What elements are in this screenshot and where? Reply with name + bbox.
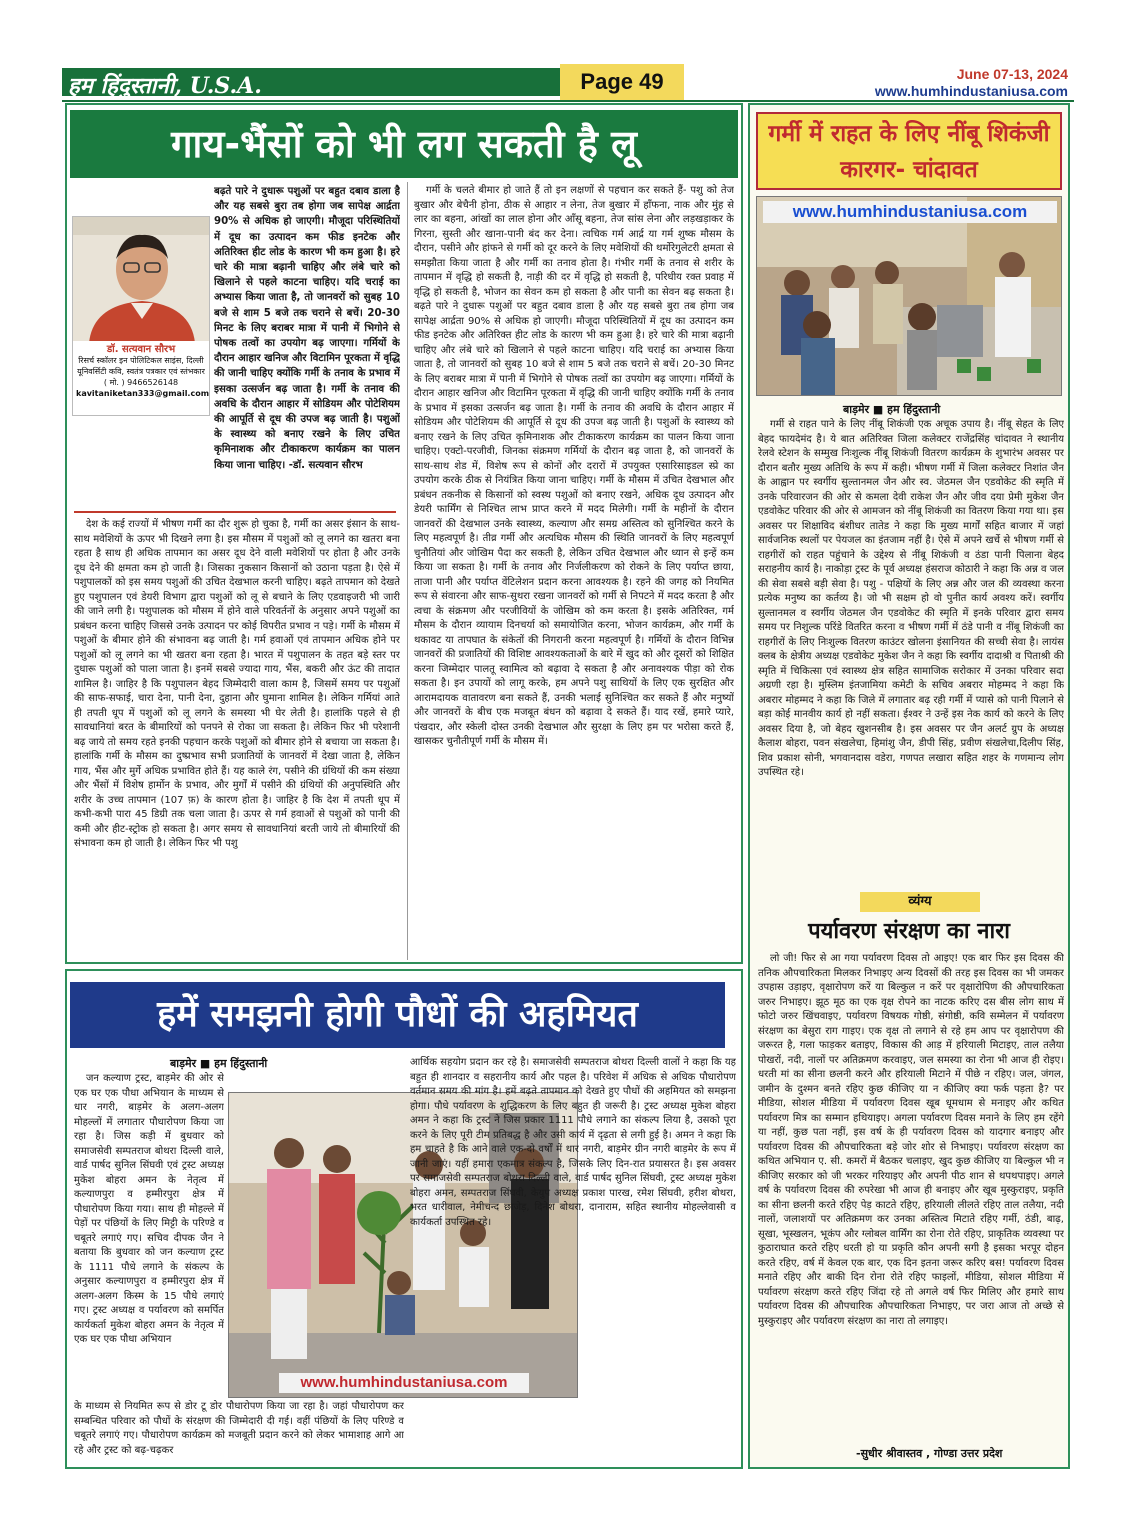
headline-environment: पर्यावरण संरक्षण का नारा (808, 919, 1010, 944)
issue-date: June 07-13, 2024 (956, 66, 1068, 82)
author-email[interactable]: kavitaniketan333@gmail.com (76, 389, 210, 398)
intro-text (214, 184, 400, 504)
article4-col2-text: आर्थिक सहयोग प्रदान कर रहे है। समाजसेवी सम्पतराज बोथरा दिल्ली वालों ने कहा कि यह बहुत ही शानदार व सहरानीय कार्य और पहल है। परिवेश में अधिक से अधिक पौधारोपण वर्तमान समय की मांग है। हमें बढ़ते तापमान को देखते हुए पौधों की अहमियत को समझना होगा। पौधे पर्यावरण के शुद्धिकरण के लिए बहुत ही जरूरी है। ट्रस्ट अध्यक्ष मुकेश बोहरा अमन ने कहा कि ट्रस्ट ने जिस प्रकार 1111 पौधे लगाने का संकल्प लिया है, उसको पूरा करने के लिए पूरी टीम प्रतिबद्ध है और उसी कार्य में दृढ़ता से लगी हुई है। अमन ने कहा कि हम चाहते है कि आने वाले एक-दो वर्षों में थार नगरी, बाड़मेर ग्रीन नगरी बाड़मेर के रूप में जानी जाएं। यहीं हमारा एकमात्र संकल्प है, जिसके लिए दिन-रात प्रयासरत है। इस अवसर पर समाजसेवी सम्पतराज बोथरा दिल्ली वाले, वार्ड पार्षद सुनिल सिंघवी, ट्रस्ट अध्यक्ष मुकेश बोहरा अमन, सम्पतराज सिंघवी, केयुप अध्यक्ष प्रकाश पारख, रमेश सिंघवी, हरीश बोथरा, भरत धारीवाल, नेमीचन्द छाजेड़, दिनेश बोथरा, दानाराम, सहित स्थानीय मोहल्लेवासी व कार्यकर्ता उपस्थित रहे। (410, 1057, 736, 1228)
intro-text-body: बढ़ते पारे ने दुधारू पशुओं पर बहुत दबाव डाला है और यह सबसे बुरा तब होगा जब सापेक्ष आर्द्रता 90% से अधिक हो जाएगी। मौजूदा परिस्थितियों में दूध का उत्पादन कम फीड इनटेक और अतिरिक्त हीट लोड के कारण भी कम हुआ है। हरे चारे की मात्रा बढ़ानी चाहिए और लंबे चारे को खिलाने से पहले काटना चाहिए। यदि चराई का अभ्यास किया जाता है, तो जानवरों को सुबह 10 बजे से शाम 5 बजे तक चराने से बचें। 20-30 मिनट के लिए बराबर मात्रा में पानी में भिगोने से पोषक तत्वों का उपयोग बढ़ जाएगा। गर्मियों के दौरान आहार खनिज और विटामिन पूरकता में वृद्धि की जानी चाहिए क्योंकि गर्मी के तनाव के प्रभाव में इसका उत्सर्जन बढ़ जाता है। गर्मी के तनाव की अवधि के दौरान आहार में सोडियम और पोटेशियम की आपूर्ति से दूध की उपज बढ़ जाती है। पशुओं के स्वास्थ्य को बनाए रखने के लिए उचित कृमिनाशक और टीकाकरण कार्यक्रम का पालन किया जाना चाहिए। -डॉ. सत्यवान सौरभ (214, 186, 400, 471)
article1-col2-text: गर्मी के चलते बीमार हो जाते हैं तो इन लक्षणों से पहचान कर सकते हैं- पशु को तेज बुखार और बेचैनी होना, ठीक से आहार न लेना, तेज बुखार में हाँफना, नाक और मुंह से लार का बहना, आंखों का लाल होना और आँसू बहना, तेज सांस लेना और लड़खड़ाकर के गिरना, सुस्ती और खाना-पानी बंद कर देना। त्वचिक गर्म आर्द्र या गर्म शुष्क मौसम के दौरान, पसीने और हांफने से गर्मी को दूर करने के लिए मवेशियों की थर्मोरेगुलेटरी क्षमता से समझौता किया जाता है और गर्मी का तनाव होता है। गंभीर गर्मी के तनाव से शरीर के तापमान में वृद्धि हो सकती है, नाड़ी की दर में वृद्धि हो सकती है, परिधीय रक्त प्रवाह में वृद्धि हो सकती है, भोजन का सेवन कम हो सकता है और पानी का सेवन बढ़ सकता है। बढ़ते पारे ने दुधारू पशुओं पर बहुत दबाव डाला है और यह सबसे बुरा तब होगा जब सापेक्ष आर्द्रता 90% से अधिक हो जाएगी। मौजूदा परिस्थितियों में दूध का उत्पादन कम फीड इनटेक और अतिरिक्त हीट लोड के कारण भी कम हुआ है। हरे चारे की मात्रा बढ़ानी चाहिए और लंबे चारे को खिलाने से पहले काटना चाहिए। यदि चराई का अभ्यास किया जाता है, तो जानवरों को सुबह 10 बजे से शाम 5 बजे तक चराने से बचें। 20-30 मिनट के लिए बराबर मात्रा में पानी में भिगोने से पोषक तत्वों का उपयोग बढ़ जाएगा। गर्मियों के दौरान आहार खनिज और विटामिन पूरकता में वृद्धि की जानी चाहिए क्योंकि गर्मी के तनाव के प्रभाव में इसका उत्सर्जन बढ़ जाता है। गर्मी के तनाव की अवधि के दौरान आहार में सोडियम और पोटेशियम की आपूर्ति से दूध की उपज बढ़ जाती है। पशुओं के स्वास्थ्य को बनाए रखने के लिए उचित कृमिनाशक और टीकाकरण कार्यक्रम का पालन किया जाना चाहिए। एक्टो-परजीवी, जिनका संक्रमण गर्मियों के दौरान बढ़ जाता है, को जानवरों के साथ-साथ शेड में, विशेष रूप से कोनों और दरारों में उपयुक्त एसारिसाइडल स्प्रे का उपयोग करके ठीक से नियंत्रित किया जाना चाहिए। गर्मी के मौसम में उचित देखभाल और प्रबंधन तकनीक से किसानों को स्वस्थ पशुओं को बनाए रखने, अधिक दूध उत्पादन और डेयरी फार्मिंग से निश्चित लाभ प्राप्त करने में मदद मिलेगी। गर्मी के महीनों के दौरान जानवरों की देखभाल उनके स्वास्थ्य, कल्याण और समग्र अस्तित्व को सुनिश्चित करने के लिए महत्वपूर्ण है। तीव्र गर्मी और अत्यधिक मौसम की स्थिति जानवरों के लिए महत्वपूर्ण चुनौतियां और जोखिम पैदा कर सकती है, लेकिन उचित देखभाल और ध्यान से इन्हें कम किया जा सकता है। गर्मी के तनाव और निर्जलीकरण को रोकने के लिए पर्याप्त छाया, ताजा पानी और पर्याप्त वेंटिलेशन प्रदान करना आवश्यक है। रहने की जगह को नियमित रूप से संवारना और साफ-सुथरा रखना जानवरों को गर्मी से निपटने में मदद करता है और त्वचा के संक्रमण और परजीवियों के जोखिम को कम करता है। इसके अतिरिक्त, गर्म मौसम के दौरान व्यायाम दिनचर्या को समायोजित करना, भोजन कार्यक्रम, और गर्मी के थकावट या तापघात के संकेतों की निगरानी करना महत्वपूर्ण है। गर्मियों के दौरान विभिन्न जानवरों की प्रजातियों की विशिष्ट आवश्यकताओं के बारे में खुद को और दूसरों को शिक्षित करना जिम्मेदार पालतू स्वामित्व को बढ़ावा दे सकता है और अनावश्यक पीड़ा को रोक सकता है। इन उपायों को लागू करके, हम अपने पशु साथियों के लिए एक सुरक्षित और आरामदायक वातावरण बना सकते हैं, उनकी भलाई सुनिश्चित कर सकते हैं और मनुष्यों और जानवरों के बीच एक मजबूत बंधन को बढ़ावा दे सकते हैं। याद रखें, हमारे प्यारे, पंखदार, और स्केली दोस्त उनकी देखभाल और सुरक्षा के लिए हम पर भरोसा करते हैं, खासकर चुनौतीपूर्ण गर्मी के मौसम में। (414, 185, 734, 747)
article2-body (758, 418, 1064, 890)
headline-cattle-heat: गाय-भैंसों को भी लग सकती है लू (70, 110, 738, 178)
article3-body-text: लो जी! फिर से आ गया पर्यावरण दिवस तो आइए! एक बार फिर इस दिवस की तनिक औपचारिकता मिलकर निभाइए अन्य दिवसों की तरह इस दिवस का भी जमकर उपहास उड़ाइए, वृक्षारोपण करें या बिल्कुल न करें पर वृक्षारोपिण की औपचारिकता जरुर निभाइए। झूठ मूठ का एक वृक्ष रोपने का नाटक करिए दस बीस लोग साथ में फोटो जरुर खिंचवाइए, पर्यावरण विषयक गोष्ठी, संगोष्ठी, कवि सम्मेलन में पर्यावरण संरक्षण का बेसुरा राग गाइए। एक वृक्ष तो लगाने से रहे हम आप पर वृक्षारोपण की जरूरत है, गला फाड़कर बताइए, विकास की आड़ में हरियाली मिटाइए, ताल तलैया पोखरों, नदी, नालों पर अतिक्रमण करवाइए, जल समस्या का रोना भी आज ही रोइए। धरती मां का सीना छलनी करने और हरियाली मिटाने में पीछे न रहिए। जल, जंगल, जमीन के दुश्मन बनते रहिए कुछ कीजिए या न कीजिए क्या फर्क पड़ता है? पर मीडिया, सोशल मीडिया में पर्यावरण दिवस खूब धूमधाम से मनाइए और कथित पर्यावरण मित्र का सम्मान हथियाइए। अगला पर्यावरण दिवस मनाने के लिए हम रहेंगे या नहीं, कुछ पता नहीं, इस वर्ष के ही पर्यावरण दिवस को यादगार बनाइए और पर्यावरण दिवस की औपचारिकता बड़े जोर शोर से निभाइए। पर्यावरण संरक्षण का कथित अभियान ए. सी. कमरों में बैठकर चलाइए, खुद कुछ कीजिए या बिल्कुल भी न कीजिए सरकार को जी भरकर गरियाइए और अपनी पीठ शान से थपथपाइए। अगले वर्ष के पर्यावरण दिवस की रुपरेखा भी आज ही बनाइए और खूब मुस्कुराइए, प्रकृति का सीना छलनी करते रहिए पेड़ काटते रहिए, हरियाली लीलते रहिए ताल तलैया, नदी नालों, जलाशयों पर अतिक्रमण कर उनका अस्तित्व मिटाते रहिए गर्मी, ठंडी, बाढ़, सूखा, भूस्खलन, भूकंप और ग्लोबल वार्मिंग का रोना रोते रहिए, प्राकृतिक व्यवस्था पर कुठाराघात करते रहिए धरती हो या प्रकृति कौन अपनी सगी है इसका भरपूर दोहन करते रहिए, वर्ष में केवल एक बार, एक दिन इतना जरूर करिए बस! पर्यावरण दिवस मनाते रहिए और बाकी दिन रोना रोते रहिए फाइलों, मीडिया, सोशल मीडिया में पर्यावरण संरक्षण करते रहिए जिंदा रहे तो अगले वर्ष फिर मिलिए और हमारे साथ पर्यावरण दिवस की औपचारिक औपचारिकता निभाइए, पर जरा आज तो अच्छे से मुस्कुराइए और पर्यावरण संरक्षण का नारा तो लगाइए। (758, 953, 1064, 1327)
article4-bottom-text: के माध्यम से नियमित रूप से डोर टू डोर पौधारोपण किया जा रहा है। जहां पौधारोपण कर सम्बन्धित परिवार को पौधों के संरक्षण की जिम्मेदारी दी गई। वहीं पंछियों के लिए परिण्डे व चबूतरे लगाएं गए। पौधारोपण कार्यक्रम को मजबूती प्रदान करने को लेकर भामाशाह आगे आ रहे और ट्रस्ट को बढ़-चढ़कर (74, 1401, 404, 1456)
author-desc: रिसर्च स्कॉलर इन पोलिटिकल साइंस, दिल्ली यूनिवर्सिटी कवि, स्वतंत्र पत्रकार एवं स्तंभकार (77, 356, 205, 376)
intro-divider (74, 511, 396, 513)
author-caption (73, 341, 209, 415)
article4-column-1 (74, 1072, 224, 1398)
header-rule (62, 100, 1074, 102)
portrait-photo (73, 217, 210, 343)
article1-column-2 (414, 184, 734, 960)
article1-column-1 (74, 518, 400, 960)
article4-bottom-span (74, 1400, 404, 1464)
article1-col1-text: देश के कई राज्यों में भीषण गर्मी का दौर शुरू हो चुका है, गर्मी का असर इंसान के साथ-साथ मवेशियों के ऊपर भी दिखने लगा है। इस मौसम में पशुओं को लू लगने का खतरा बना रहता है साथ ही अधिक तापमान का असर दूध देने वाली मवेशियों पर होता है और उनके दूध देने की क्षमता कम हो जाती है। जिसका नुकसान किसानों को उठाना पड़ता है। ऐसे में पशुपालकों को इस समय पशुओं की उचित देखभाल करनी चाहिए। बढ़ते तापमान को देखते हुए पशुपालन एवं डेयरी विभाग द्वारा पशुओं को लू से बचाने के लिए एडवाइजरी भी जारी की जाने लगी है। पशुपालक को मौसम में होने वाले परिवर्तनों के अनुसार अपने पशुओं का प्रबंधन करना चाहिए जिससे उनके उत्पादन पर कोई विपरीत प्रभाव न पड़े। गर्मी के मौसम में पशुओं के बीमार होने की संभावना बढ़ जाती है। गर्म हवाओं एवं तापमान अधिक होने पर पशुओं को लू लगने का भी खतरा बना रहता है। भारत में पशुपालन के तहत बड़े स्तर पर दुधारू पशुओं को पाला जाता है। इनमें सबसे ज्यादा गाय, भैंस, बकरी और ऊंट की तादात शामिल है। जाहिर है कि पशुपालन बेहद जिम्मेदारी वाला काम है, जिसमें समय पर पशुओं की साफ-सफाई, चारा देना, पानी देना, दुहाना और घुमाना शामिल है। लेकिन गर्मियां आते ही तपती धूप में पशुओं को लू लगने के समस्या भी घेर लेती है। हालांकि पहले से ही सावधानियां बरत के बीमारियों को पनपने से रोका जा सकता है। लेकिन फिर भी परेशानी बढ़ जाये तो समय रहते इनकी पहचान करके पशुओं को बीमार होने से बचाया जा सकता है। हालांकि गर्मी के मौसम का दुष्प्रभाव सभी प्रजातियों के जानवरों में देखा जाता है, लेकिन गाय, भैंस और मुर्गे अधिक प्रभावित होते हैं। यह काले रंग, पसीने की ग्रंथियों की कम संख्या और भैंसों में विशेष हार्मोन के प्रभाव, और मुर्गों में पसीने की ग्रंथियों की अनुपस्थिति और शरीर के उच्च तापमान (107 फ़) के कारण होता है। जाहिर है कि देश में तपती धूप में कभी-कभी पारा 45 डिग्री तक चला जाता है। ऊपर से गर्म हवाओं से पशुओं को पानी की कमी और हीट-स्ट्रोक हो सकता है। अगर समय से सावधानियां बरती जाये तो बीमारियों की संभावना कम हो जाती है। लेकिन फिर भी पशु (74, 519, 400, 849)
photo-watermark-bottom: www.humhindustaniusa.com (279, 1373, 529, 1393)
column-divider (407, 182, 408, 960)
article2-dateline: बाड़मेर ■ हम हिंदुस्तानी (843, 403, 941, 416)
section-tag: व्यंग्य (860, 892, 980, 912)
photo-lemon-distribution (756, 196, 1062, 396)
page-header (62, 64, 1074, 100)
article4-column-2 (410, 1056, 736, 1464)
site-url[interactable]: www.humhindustaniusa.com (874, 83, 1068, 99)
masthead: हम हिंदुस्तानी, U.S.A. (68, 73, 262, 99)
headline-lemon-drink: गर्मी में राहत के लिए नींबू शिकंजी कारगर- चांदावत (756, 112, 1062, 190)
article4-dateline: बाड़मेर ■ हम हिंदुस्तानी (170, 1057, 268, 1070)
crowd-photo (757, 197, 1062, 396)
article2-body-text: गर्मी से राहत पाने के लिए नींबू शिकंजी एक अचूक उपाय है। नींबू सेहत के लिए बेहद फायदेमंद है। ये बात अतिरिक्त जिला कलेक्टर राजेंद्रसिंह चांदावत ने स्थानीय रेलवे स्टेशन के सम्मुख निःशुल्क नींबू शिकंजी वितरण कार्यक्रम के शुभारंभ अवसर पर दौरान बतौर मुख्य अतिथि के रूप में कही। भीषण गर्मी में जिला कलेक्टर निशांत जैन के आह्वान पर स्वर्गीय सुल्तानमल जैन और स्व. जेठमल जैन एडवोकेट की स्मृति में उनके परिवारजन की ओर से कमला देवी राकेश जैन और जीव दया प्रेमी मुकेश जैन एडवोकेट परिवार की ओर से आमजन को नींबू शिकंजी का वितरण किया गया था। इस अवसर पर शिक्षाविद बंशीधर तातेड ने कहा कि मुख्य मार्गों सहित बाजार में जहां सार्वजनिक स्थलों पर पेयजल का इंतजाम नहीं है। ऐसे में अपने खर्चे से भीषण गर्मी से राहगीरों को राहत पहुंचाने के उद्देश्य से नींबू शिकंजी व ठंडा पानी पिलाना बेहद सराहनीय कार्य है। नाकोड़ा ट्रस्ट के पूर्व अध्यक्ष हंसराज कोठारी ने कहा कि अन्न व जल की सेवा सबसे बड़ी सेवा है। पशु - पक्षियों के लिए अन्न और जल की व्यवस्था करना प्रत्येक मनुष्य का कर्तव्य है। जो भी सक्षम हो वो पुनीत कार्य अवश्य करें। स्वर्गीय सुल्तानमल व स्वर्गीय जेठमल जैन एडवोकेट की स्मृति में इनके परिवार द्वारा समय समय पर निशुल्क परिंडे वितरित करना व भीषण गर्मी में ठंडे पानी व नींबू शिकंजी का राहगीरों के लिए निःशुल्क वितरण काउंटर खोलना इंसानियत की सच्ची सेवा है। लायंस क्लब के क्षेत्रीय अध्यक्ष एडवोकेट मुकेश जैन ने कहा कि स्वर्गीय दादाश्री व पिताश्री की स्मृति में चिकित्सा एवं स्वास्थ्य क्षेत्र सहित सामाजिक सरोकार में उनका परिवार सदा अग्रणी रहा है। मुस्लिम इंतजामिया कमेटी के सचिव अबरार मोहम्मद ने कहा कि अबरार मोहम्मद ने कहा कि जिले में लगातार बढ़ रही गर्मी में प्यासे को पानी पिलाने से बड़ा कोई मानवीय कार्य हो नहीं सकता। ईश्वर ने उन्हें इस नेक कार्य को करने के लिए अवसर दिया है, जो बेहद खुशनसीब है। इस अवसर पर जैन अलर्ट ग्रुप के अध्यक्ष कैलाश बोहरा, पवन संखलेचा, हिमांशु जैन, डीपी सिंह, प्रवीण संखलेचा,दिलीप सिंह, शिव प्रकाश सोनी, भगवानदास वडेरा, गणपत लखारा सहित शहर के गणमान्य लोग उपस्थित रहे। (758, 419, 1064, 778)
author-name: डॉ. सत्यवान सौरभ (106, 344, 176, 355)
photo-watermark: www.humhindustaniusa.com (763, 201, 1057, 223)
article3-body (758, 952, 1064, 1442)
author-portrait (72, 216, 210, 416)
page-number: Page 49 (560, 64, 684, 100)
author-phone: ( मो. ) 9466526148 (103, 378, 179, 387)
headline-plants: हमें समझनी होगी पौधों की अहमियत (70, 982, 725, 1048)
article4-col1-text: जन कल्याण ट्रस्ट, बाड़मेर की ओर से एक घर एक पौधा अभियान के माध्यम से धार नगरी, बाड़मेर के अलग-अलग मोहल्लों में लगातार पौधारोपण किया जा रहा है। जिस कड़ी में बुधवार को समाजसेवी सम्पतराज बोथरा दिल्ली वाले, वार्ड पार्षद सुनिल सिंघवी एवं ट्रस्ट अध्यक्ष मुकेश बोहरा अमन के नेतृत्व में कल्याणपुरा व हम्मीरपुरा क्षेत्र में पौधारोपण किया गया। साथ ही मोहल्ले में पेड़ों पर पंछियों के लिए मिट्टी के परिण्डे व चबूतरे लगाएं गए। सचिव दीपक जैन ने बताया कि बुधवार को जन कल्याण ट्रस्ट के 1111 पौधे लगाने के संकल्प के अनुसार कल्याणपुरा व हम्मीरपुरा क्षेत्र में अलग-अलग किस्म के 15 पौधे लगाएं गए। ट्रस्ट अध्यक्ष व पर्यावरण को समर्पित कार्यकर्ता मुकेश बोहरा अमन के नेतृत्व में एक घर एक पौधा अभियान (74, 1073, 224, 1345)
article3-signature: -सुधीर श्रीवास्तव , गोण्डा उत्तर प्रदेश (856, 1447, 1003, 1460)
